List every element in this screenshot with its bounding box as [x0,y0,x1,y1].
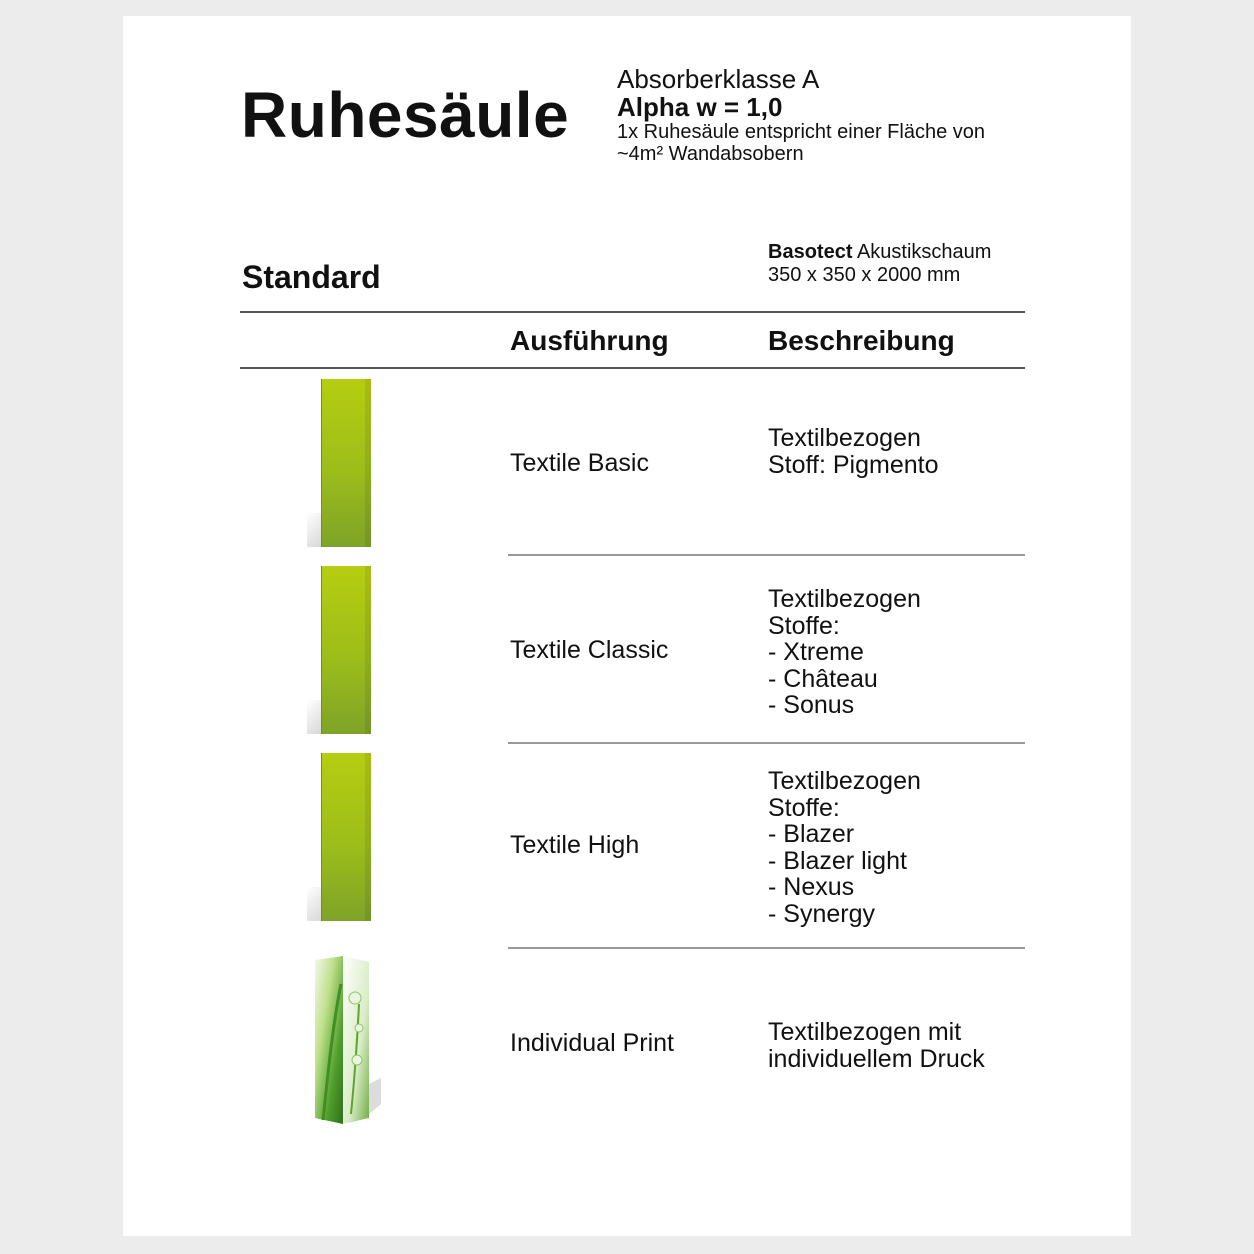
document-page [123,16,1131,1236]
table-top-rule [240,311,1025,313]
description-line: Textilbezogen [768,585,921,613]
material-brand: Basotect [768,241,853,263]
description-line: Stoffe: [768,611,840,640]
row-divider [508,742,1025,744]
row-divider [508,947,1025,949]
description-line: Textilbezogen mit [768,1018,962,1046]
table-header-rule [240,367,1025,369]
column-header-description: Beschreibung [768,325,955,356]
variant-description [768,425,938,478]
section-title: Standard [242,259,381,295]
variant-description [768,768,921,927]
description-line: - Blazer [768,820,855,848]
pillar-shadow [307,513,321,547]
absorber-class: Absorberklasse A [617,64,820,94]
material-dimensions: 350 x 350 x 2000 mm [768,264,961,286]
green-pillar-image [321,379,371,547]
variant-name: Textile Basic [510,449,649,477]
description-line: - Blazer light [768,846,907,875]
description-line: - Château [768,664,878,693]
pillar-shadow [307,700,321,734]
description-line: - Synergy [768,899,875,928]
pillar-shadow [307,887,321,921]
green-pillar-image [321,566,371,734]
description-line: - Sonus [768,691,855,719]
description-line: - Nexus [768,873,855,901]
variant-description [768,1019,985,1072]
description-line: Textilbezogen [768,424,921,452]
description-line: Stoff: Pigmento [768,450,939,479]
variant-name: Textile Classic [510,636,669,664]
material-name: Akustikschaum [856,241,992,263]
variant-name: Individual Print [510,1029,674,1057]
area-note-line-2: ~4m² Wandabsobern [617,143,804,165]
green-pillar-image [321,753,371,921]
column-header-variant: Ausführung [510,325,669,356]
description-line: Stoffe: [768,793,840,822]
printed-pillar-image [311,954,385,1130]
description-line: - Xtreme [768,638,864,666]
description-line: Textilbezogen [768,767,921,795]
material-line [768,241,991,264]
page-title: Ruhesäule [241,79,570,151]
area-note-line-1: 1x Ruhesäule entspricht einer Fläche von [617,121,985,143]
description-line: individuellem Druck [768,1044,985,1073]
variant-name: Textile High [510,831,640,859]
row-divider [508,554,1025,556]
variant-description [768,586,921,719]
alpha-value: Alpha w = 1,0 [617,92,783,122]
